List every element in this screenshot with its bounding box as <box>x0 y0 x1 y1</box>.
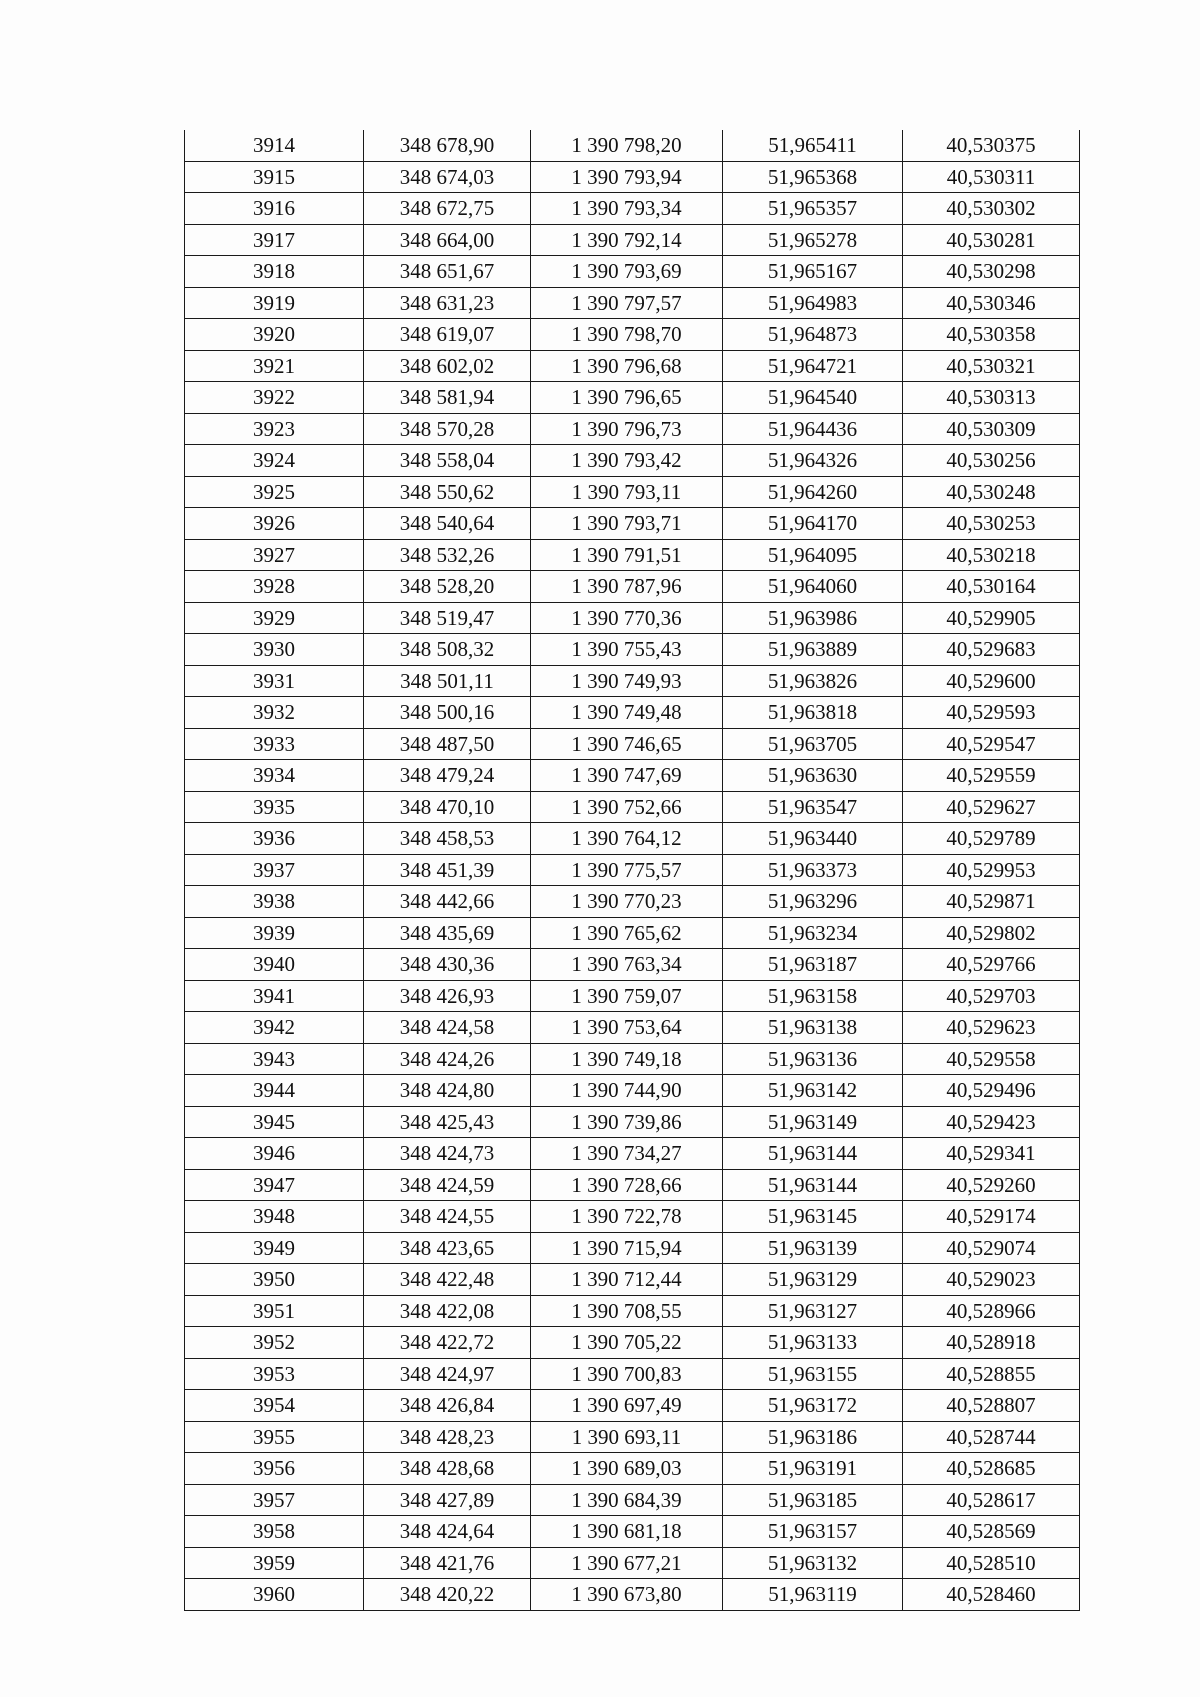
longitude-cell: 40,530302 <box>903 193 1080 225</box>
latitude-cell: 51,964721 <box>723 350 903 382</box>
y-coordinate-cell: 1 390 734,27 <box>531 1138 723 1170</box>
x-coordinate-cell: 348 451,39 <box>364 854 531 886</box>
latitude-cell: 51,965167 <box>723 256 903 288</box>
point-number-cell: 3925 <box>185 476 364 508</box>
latitude-cell: 51,963630 <box>723 760 903 792</box>
x-coordinate-cell: 348 427,89 <box>364 1484 531 1516</box>
longitude-cell: 40,529023 <box>903 1264 1080 1296</box>
table-row <box>185 917 1080 949</box>
longitude-cell: 40,530164 <box>903 571 1080 603</box>
table-row <box>185 1106 1080 1138</box>
table-row <box>185 1232 1080 1264</box>
y-coordinate-cell: 1 390 796,73 <box>531 413 723 445</box>
table-row <box>185 1421 1080 1453</box>
y-coordinate-cell: 1 390 752,66 <box>531 791 723 823</box>
x-coordinate-cell: 348 570,28 <box>364 413 531 445</box>
table-row <box>185 319 1080 351</box>
y-coordinate-cell: 1 390 796,68 <box>531 350 723 382</box>
latitude-cell: 51,964095 <box>723 539 903 571</box>
x-coordinate-cell: 348 470,10 <box>364 791 531 823</box>
latitude-cell: 51,965368 <box>723 161 903 193</box>
table-row <box>185 1264 1080 1296</box>
latitude-cell: 51,963149 <box>723 1106 903 1138</box>
y-coordinate-cell: 1 390 715,94 <box>531 1232 723 1264</box>
longitude-cell: 40,528855 <box>903 1358 1080 1390</box>
coordinates-table <box>184 130 1080 1611</box>
y-coordinate-cell: 1 390 792,14 <box>531 224 723 256</box>
table-row <box>185 728 1080 760</box>
latitude-cell: 51,963547 <box>723 791 903 823</box>
x-coordinate-cell: 348 500,16 <box>364 697 531 729</box>
y-coordinate-cell: 1 390 759,07 <box>531 980 723 1012</box>
point-number-cell: 3931 <box>185 665 364 697</box>
x-coordinate-cell: 348 550,62 <box>364 476 531 508</box>
y-coordinate-cell: 1 390 681,18 <box>531 1516 723 1548</box>
x-coordinate-cell: 348 424,64 <box>364 1516 531 1548</box>
longitude-cell: 40,528685 <box>903 1453 1080 1485</box>
x-coordinate-cell: 348 558,04 <box>364 445 531 477</box>
table-row <box>185 130 1080 161</box>
x-coordinate-cell: 348 519,47 <box>364 602 531 634</box>
table-row <box>185 949 1080 981</box>
x-coordinate-cell: 348 423,65 <box>364 1232 531 1264</box>
latitude-cell: 51,963119 <box>723 1579 903 1611</box>
point-number-cell: 3960 <box>185 1579 364 1611</box>
point-number-cell: 3935 <box>185 791 364 823</box>
y-coordinate-cell: 1 390 798,20 <box>531 130 723 161</box>
table-row <box>185 382 1080 414</box>
point-number-cell: 3923 <box>185 413 364 445</box>
point-number-cell: 3929 <box>185 602 364 634</box>
table-row <box>185 1169 1080 1201</box>
point-number-cell: 3940 <box>185 949 364 981</box>
x-coordinate-cell: 348 619,07 <box>364 319 531 351</box>
x-coordinate-cell: 348 420,22 <box>364 1579 531 1611</box>
latitude-cell: 51,963133 <box>723 1327 903 1359</box>
y-coordinate-cell: 1 390 787,96 <box>531 571 723 603</box>
y-coordinate-cell: 1 390 798,70 <box>531 319 723 351</box>
table-row <box>185 634 1080 666</box>
latitude-cell: 51,963889 <box>723 634 903 666</box>
latitude-cell: 51,963139 <box>723 1232 903 1264</box>
latitude-cell: 51,963440 <box>723 823 903 855</box>
table-row <box>185 1358 1080 1390</box>
y-coordinate-cell: 1 390 755,43 <box>531 634 723 666</box>
y-coordinate-cell: 1 390 705,22 <box>531 1327 723 1359</box>
x-coordinate-cell: 348 674,03 <box>364 161 531 193</box>
point-number-cell: 3952 <box>185 1327 364 1359</box>
table-row <box>185 1138 1080 1170</box>
point-number-cell: 3956 <box>185 1453 364 1485</box>
point-number-cell: 3928 <box>185 571 364 603</box>
x-coordinate-cell: 348 422,48 <box>364 1264 531 1296</box>
latitude-cell: 51,963155 <box>723 1358 903 1390</box>
y-coordinate-cell: 1 390 793,94 <box>531 161 723 193</box>
latitude-cell: 51,964436 <box>723 413 903 445</box>
y-coordinate-cell: 1 390 749,18 <box>531 1043 723 1075</box>
x-coordinate-cell: 348 479,24 <box>364 760 531 792</box>
x-coordinate-cell: 348 602,02 <box>364 350 531 382</box>
y-coordinate-cell: 1 390 770,23 <box>531 886 723 918</box>
point-number-cell: 3916 <box>185 193 364 225</box>
point-number-cell: 3930 <box>185 634 364 666</box>
latitude-cell: 51,964540 <box>723 382 903 414</box>
table-row <box>185 1453 1080 1485</box>
longitude-cell: 40,529802 <box>903 917 1080 949</box>
point-number-cell: 3939 <box>185 917 364 949</box>
x-coordinate-cell: 348 428,23 <box>364 1421 531 1453</box>
latitude-cell: 51,965357 <box>723 193 903 225</box>
longitude-cell: 40,530248 <box>903 476 1080 508</box>
y-coordinate-cell: 1 390 770,36 <box>531 602 723 634</box>
x-coordinate-cell: 348 425,43 <box>364 1106 531 1138</box>
x-coordinate-cell: 348 581,94 <box>364 382 531 414</box>
latitude-cell: 51,963127 <box>723 1295 903 1327</box>
point-number-cell: 3920 <box>185 319 364 351</box>
longitude-cell: 40,529953 <box>903 854 1080 886</box>
longitude-cell: 40,530253 <box>903 508 1080 540</box>
y-coordinate-cell: 1 390 764,12 <box>531 823 723 855</box>
longitude-cell: 40,530309 <box>903 413 1080 445</box>
point-number-cell: 3922 <box>185 382 364 414</box>
table-row <box>185 823 1080 855</box>
table-row <box>185 1295 1080 1327</box>
longitude-cell: 40,529496 <box>903 1075 1080 1107</box>
point-number-cell: 3945 <box>185 1106 364 1138</box>
latitude-cell: 51,963818 <box>723 697 903 729</box>
latitude-cell: 51,964873 <box>723 319 903 351</box>
y-coordinate-cell: 1 390 793,71 <box>531 508 723 540</box>
longitude-cell: 40,529871 <box>903 886 1080 918</box>
y-coordinate-cell: 1 390 791,51 <box>531 539 723 571</box>
y-coordinate-cell: 1 390 749,48 <box>531 697 723 729</box>
coordinates-table-body <box>185 130 1080 1610</box>
x-coordinate-cell: 348 424,97 <box>364 1358 531 1390</box>
y-coordinate-cell: 1 390 722,78 <box>531 1201 723 1233</box>
x-coordinate-cell: 348 424,80 <box>364 1075 531 1107</box>
y-coordinate-cell: 1 390 677,21 <box>531 1547 723 1579</box>
longitude-cell: 40,528744 <box>903 1421 1080 1453</box>
longitude-cell: 40,530321 <box>903 350 1080 382</box>
longitude-cell: 40,529623 <box>903 1012 1080 1044</box>
y-coordinate-cell: 1 390 673,80 <box>531 1579 723 1611</box>
y-coordinate-cell: 1 390 797,57 <box>531 287 723 319</box>
point-number-cell: 3943 <box>185 1043 364 1075</box>
table-row <box>185 1516 1080 1548</box>
longitude-cell: 40,529559 <box>903 760 1080 792</box>
x-coordinate-cell: 348 426,93 <box>364 980 531 1012</box>
latitude-cell: 51,963705 <box>723 728 903 760</box>
longitude-cell: 40,529766 <box>903 949 1080 981</box>
point-number-cell: 3924 <box>185 445 364 477</box>
table-row <box>185 224 1080 256</box>
latitude-cell: 51,964060 <box>723 571 903 603</box>
table-row <box>185 1484 1080 1516</box>
latitude-cell: 51,963191 <box>723 1453 903 1485</box>
longitude-cell: 40,529593 <box>903 697 1080 729</box>
longitude-cell: 40,529905 <box>903 602 1080 634</box>
table-row <box>185 1075 1080 1107</box>
point-number-cell: 3927 <box>185 539 364 571</box>
latitude-cell: 51,963296 <box>723 886 903 918</box>
table-row <box>185 760 1080 792</box>
x-coordinate-cell: 348 487,50 <box>364 728 531 760</box>
table-row <box>185 1390 1080 1422</box>
y-coordinate-cell: 1 390 739,86 <box>531 1106 723 1138</box>
longitude-cell: 40,530311 <box>903 161 1080 193</box>
longitude-cell: 40,528510 <box>903 1547 1080 1579</box>
longitude-cell: 40,529627 <box>903 791 1080 823</box>
latitude-cell: 51,963826 <box>723 665 903 697</box>
latitude-cell: 51,963129 <box>723 1264 903 1296</box>
table-row <box>185 1012 1080 1044</box>
x-coordinate-cell: 348 540,64 <box>364 508 531 540</box>
x-coordinate-cell: 348 430,36 <box>364 949 531 981</box>
table-row <box>185 665 1080 697</box>
latitude-cell: 51,963234 <box>723 917 903 949</box>
longitude-cell: 40,530358 <box>903 319 1080 351</box>
longitude-cell: 40,529558 <box>903 1043 1080 1075</box>
x-coordinate-cell: 348 678,90 <box>364 130 531 161</box>
longitude-cell: 40,528569 <box>903 1516 1080 1548</box>
longitude-cell: 40,529174 <box>903 1201 1080 1233</box>
y-coordinate-cell: 1 390 775,57 <box>531 854 723 886</box>
point-number-cell: 3949 <box>185 1232 364 1264</box>
x-coordinate-cell: 348 458,53 <box>364 823 531 855</box>
y-coordinate-cell: 1 390 747,69 <box>531 760 723 792</box>
latitude-cell: 51,963157 <box>723 1516 903 1548</box>
table-row <box>185 256 1080 288</box>
latitude-cell: 51,963158 <box>723 980 903 1012</box>
x-coordinate-cell: 348 435,69 <box>364 917 531 949</box>
x-coordinate-cell: 348 426,84 <box>364 1390 531 1422</box>
y-coordinate-cell: 1 390 796,65 <box>531 382 723 414</box>
y-coordinate-cell: 1 390 753,64 <box>531 1012 723 1044</box>
point-number-cell: 3950 <box>185 1264 364 1296</box>
point-number-cell: 3917 <box>185 224 364 256</box>
longitude-cell: 40,530313 <box>903 382 1080 414</box>
table-row <box>185 445 1080 477</box>
y-coordinate-cell: 1 390 746,65 <box>531 728 723 760</box>
x-coordinate-cell: 348 532,26 <box>364 539 531 571</box>
point-number-cell: 3958 <box>185 1516 364 1548</box>
table-row <box>185 1201 1080 1233</box>
longitude-cell: 40,529683 <box>903 634 1080 666</box>
longitude-cell: 40,528966 <box>903 1295 1080 1327</box>
y-coordinate-cell: 1 390 793,34 <box>531 193 723 225</box>
longitude-cell: 40,529341 <box>903 1138 1080 1170</box>
longitude-cell: 40,529703 <box>903 980 1080 1012</box>
point-number-cell: 3947 <box>185 1169 364 1201</box>
longitude-cell: 40,530218 <box>903 539 1080 571</box>
latitude-cell: 51,963132 <box>723 1547 903 1579</box>
latitude-cell: 51,965278 <box>723 224 903 256</box>
table-row <box>185 193 1080 225</box>
table-row <box>185 508 1080 540</box>
latitude-cell: 51,963373 <box>723 854 903 886</box>
x-coordinate-cell: 348 424,58 <box>364 1012 531 1044</box>
x-coordinate-cell: 348 422,72 <box>364 1327 531 1359</box>
y-coordinate-cell: 1 390 697,49 <box>531 1390 723 1422</box>
longitude-cell: 40,528918 <box>903 1327 1080 1359</box>
point-number-cell: 3953 <box>185 1358 364 1390</box>
x-coordinate-cell: 348 664,00 <box>364 224 531 256</box>
latitude-cell: 51,963172 <box>723 1390 903 1422</box>
latitude-cell: 51,964170 <box>723 508 903 540</box>
latitude-cell: 51,964260 <box>723 476 903 508</box>
point-number-cell: 3936 <box>185 823 364 855</box>
point-number-cell: 3932 <box>185 697 364 729</box>
longitude-cell: 40,528617 <box>903 1484 1080 1516</box>
longitude-cell: 40,529423 <box>903 1106 1080 1138</box>
x-coordinate-cell: 348 501,11 <box>364 665 531 697</box>
table-row <box>185 1043 1080 1075</box>
table-row <box>185 1327 1080 1359</box>
point-number-cell: 3955 <box>185 1421 364 1453</box>
table-row <box>185 791 1080 823</box>
x-coordinate-cell: 348 442,66 <box>364 886 531 918</box>
point-number-cell: 3926 <box>185 508 364 540</box>
y-coordinate-cell: 1 390 793,42 <box>531 445 723 477</box>
latitude-cell: 51,963186 <box>723 1421 903 1453</box>
latitude-cell: 51,963187 <box>723 949 903 981</box>
point-number-cell: 3937 <box>185 854 364 886</box>
table-row <box>185 539 1080 571</box>
x-coordinate-cell: 348 424,73 <box>364 1138 531 1170</box>
point-number-cell: 3934 <box>185 760 364 792</box>
latitude-cell: 51,963144 <box>723 1169 903 1201</box>
latitude-cell: 51,963138 <box>723 1012 903 1044</box>
latitude-cell: 51,963145 <box>723 1201 903 1233</box>
y-coordinate-cell: 1 390 700,83 <box>531 1358 723 1390</box>
point-number-cell: 3918 <box>185 256 364 288</box>
y-coordinate-cell: 1 390 744,90 <box>531 1075 723 1107</box>
x-coordinate-cell: 348 421,76 <box>364 1547 531 1579</box>
y-coordinate-cell: 1 390 793,69 <box>531 256 723 288</box>
y-coordinate-cell: 1 390 793,11 <box>531 476 723 508</box>
x-coordinate-cell: 348 651,67 <box>364 256 531 288</box>
latitude-cell: 51,963144 <box>723 1138 903 1170</box>
x-coordinate-cell: 348 631,23 <box>364 287 531 319</box>
y-coordinate-cell: 1 390 708,55 <box>531 1295 723 1327</box>
y-coordinate-cell: 1 390 763,34 <box>531 949 723 981</box>
longitude-cell: 40,529074 <box>903 1232 1080 1264</box>
longitude-cell: 40,530375 <box>903 130 1080 161</box>
table-row <box>185 350 1080 382</box>
y-coordinate-cell: 1 390 689,03 <box>531 1453 723 1485</box>
x-coordinate-cell: 348 424,55 <box>364 1201 531 1233</box>
y-coordinate-cell: 1 390 684,39 <box>531 1484 723 1516</box>
longitude-cell: 40,530256 <box>903 445 1080 477</box>
x-coordinate-cell: 348 528,20 <box>364 571 531 603</box>
table-row <box>185 854 1080 886</box>
y-coordinate-cell: 1 390 728,66 <box>531 1169 723 1201</box>
x-coordinate-cell: 348 422,08 <box>364 1295 531 1327</box>
point-number-cell: 3938 <box>185 886 364 918</box>
point-number-cell: 3933 <box>185 728 364 760</box>
table-row <box>185 1579 1080 1611</box>
latitude-cell: 51,963136 <box>723 1043 903 1075</box>
table-row <box>185 476 1080 508</box>
x-coordinate-cell: 348 672,75 <box>364 193 531 225</box>
y-coordinate-cell: 1 390 693,11 <box>531 1421 723 1453</box>
point-number-cell: 3948 <box>185 1201 364 1233</box>
y-coordinate-cell: 1 390 749,93 <box>531 665 723 697</box>
point-number-cell: 3919 <box>185 287 364 319</box>
latitude-cell: 51,964983 <box>723 287 903 319</box>
longitude-cell: 40,530298 <box>903 256 1080 288</box>
longitude-cell: 40,529547 <box>903 728 1080 760</box>
table-row <box>185 413 1080 445</box>
x-coordinate-cell: 348 428,68 <box>364 1453 531 1485</box>
point-number-cell: 3954 <box>185 1390 364 1422</box>
longitude-cell: 40,529260 <box>903 1169 1080 1201</box>
latitude-cell: 51,964326 <box>723 445 903 477</box>
x-coordinate-cell: 348 424,59 <box>364 1169 531 1201</box>
table-row <box>185 697 1080 729</box>
point-number-cell: 3942 <box>185 1012 364 1044</box>
table-row <box>185 1547 1080 1579</box>
point-number-cell: 3914 <box>185 130 364 161</box>
point-number-cell: 3951 <box>185 1295 364 1327</box>
longitude-cell: 40,529600 <box>903 665 1080 697</box>
point-number-cell: 3959 <box>185 1547 364 1579</box>
latitude-cell: 51,963986 <box>723 602 903 634</box>
point-number-cell: 3946 <box>185 1138 364 1170</box>
latitude-cell: 51,963185 <box>723 1484 903 1516</box>
latitude-cell: 51,963142 <box>723 1075 903 1107</box>
y-coordinate-cell: 1 390 765,62 <box>531 917 723 949</box>
point-number-cell: 3921 <box>185 350 364 382</box>
table-row <box>185 602 1080 634</box>
table-row <box>185 980 1080 1012</box>
point-number-cell: 3944 <box>185 1075 364 1107</box>
longitude-cell: 40,530281 <box>903 224 1080 256</box>
x-coordinate-cell: 348 424,26 <box>364 1043 531 1075</box>
x-coordinate-cell: 348 508,32 <box>364 634 531 666</box>
table-row <box>185 287 1080 319</box>
table-row <box>185 571 1080 603</box>
point-number-cell: 3941 <box>185 980 364 1012</box>
point-number-cell: 3915 <box>185 161 364 193</box>
table-row <box>185 161 1080 193</box>
longitude-cell: 40,530346 <box>903 287 1080 319</box>
longitude-cell: 40,528807 <box>903 1390 1080 1422</box>
table-row <box>185 886 1080 918</box>
y-coordinate-cell: 1 390 712,44 <box>531 1264 723 1296</box>
longitude-cell: 40,529789 <box>903 823 1080 855</box>
point-number-cell: 3957 <box>185 1484 364 1516</box>
longitude-cell: 40,528460 <box>903 1579 1080 1611</box>
latitude-cell: 51,965411 <box>723 130 903 161</box>
